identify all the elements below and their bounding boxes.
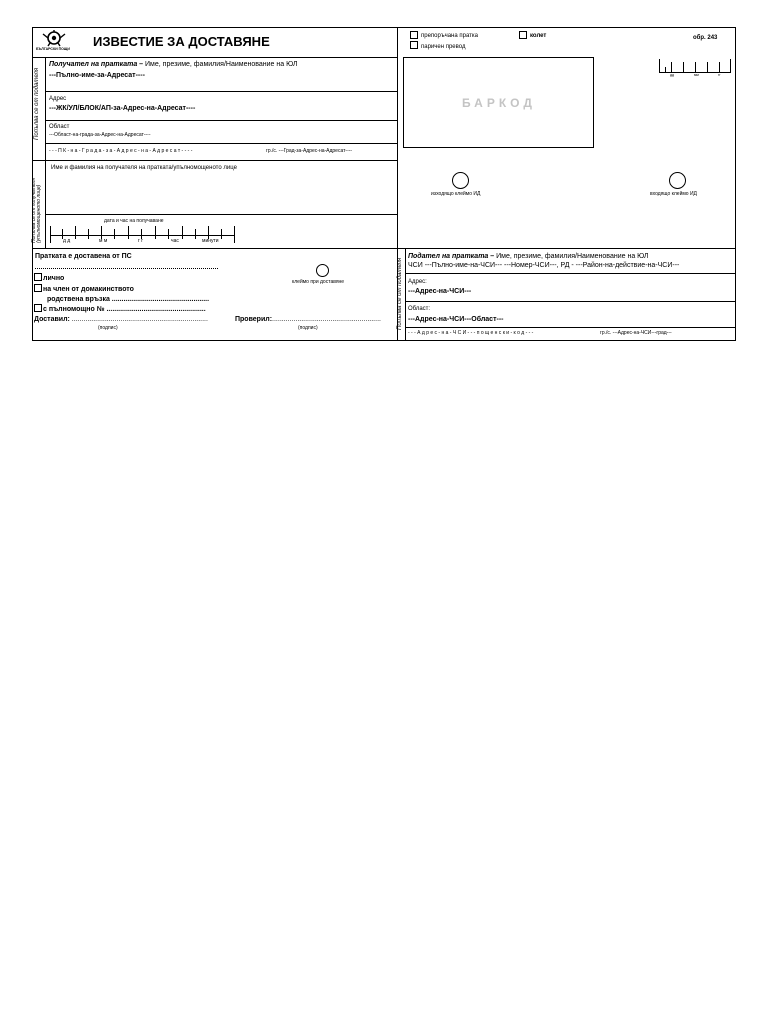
checked-by: Проверил:........................................................	[235, 316, 381, 323]
logo-text: БЪЛГАРСКИ ПОЩИ	[36, 47, 70, 51]
incoming-stamp-label: входящо клеймо ИД	[650, 191, 697, 197]
middle-divider	[32, 248, 736, 249]
date-scale-title: дата и час на получаване	[104, 218, 164, 224]
scale-dd: д д	[63, 238, 71, 244]
checked-signature: (подпис)	[298, 325, 318, 331]
outgoing-stamp-label: изходящо клеймо ИД	[431, 191, 481, 197]
family-member-label: на член от домакинството	[43, 286, 134, 293]
header-divider-left	[32, 57, 397, 58]
recipient-heading: Получател на пратката – Име, презиме, фамилия/Наименование на ЮЛ	[49, 61, 298, 68]
power-of-attorney-checkbox[interactable]	[34, 304, 42, 312]
registered-checkbox[interactable]	[410, 31, 418, 39]
parcel-checkbox[interactable]	[519, 31, 527, 39]
recipient-address: ---ЖК/УЛ/БЛОК/АП-за-Адрес-на-Адресат----	[49, 105, 196, 112]
recipient-city: гр./с. ---Град-за-Адрес-на-Адресат----	[266, 148, 353, 154]
logo	[36, 30, 72, 54]
money-order-checkbox[interactable]	[410, 41, 418, 49]
recipient-region-label: Област	[49, 124, 70, 130]
scale-gg: г г	[138, 238, 144, 244]
scale-hour: час	[171, 238, 179, 244]
delivery-stamp-label: клеймо при доставяне	[292, 279, 345, 285]
incoming-stamp-circle	[669, 172, 686, 189]
sender-region: ---Адрес-на-ЧСИ---Област---	[408, 316, 504, 323]
recipient-postcode: - - - П К - н а - Г р а д а - з а - А д р е с - н а - А д р е с а т - - - -	[49, 148, 193, 154]
barcode-label: БАРКОД	[462, 96, 536, 110]
personally-checkbox[interactable]	[34, 273, 42, 281]
scale-top-mm: мм	[694, 73, 699, 77]
delivered-by: Доставил: ......................................................................	[34, 316, 208, 323]
delivery-stamp-circle	[316, 264, 329, 277]
form-number: обр. 243	[693, 35, 718, 41]
delivered-signature: (подпис)	[98, 325, 118, 331]
recipient-region: ---Област-на-града-за-Адрес-на-Адресат----	[49, 132, 151, 138]
receiver-name-label: Име и фамилия на получателя на пратката/упълномощеното лице	[51, 165, 237, 171]
date-scale-bottom	[50, 217, 235, 247]
outgoing-stamp-circle	[452, 172, 469, 189]
recipient-side-label: Попълва се от подателя	[34, 67, 40, 140]
sender-side-label: Попълва се от подателя	[397, 257, 403, 330]
delivery-heading: Пратката е доставена от ПС	[35, 253, 132, 260]
scale-top-dd: дд	[670, 73, 675, 77]
recipient-address-label: Адрес	[49, 96, 67, 102]
scale-mm: м м	[99, 238, 108, 244]
receiver-side-label: Попълва се от получателя (упълномощеното лице)	[31, 177, 42, 243]
sender-city: гр./с. ---Адрес-на-ЧСИ---град---	[600, 330, 672, 336]
recipient-name: ---Пълно-име-за-Адресат----	[49, 72, 145, 79]
parcel-label: колет	[530, 33, 547, 39]
recipient-side-border	[45, 57, 46, 248]
sender-address-label: Адрес:	[408, 279, 427, 285]
sender-postcode: - - - А д р е с - н а - Ч С И - - - п о щ е н с к и - к о д - - -	[408, 330, 534, 336]
scale-top-gg: гг	[718, 73, 721, 77]
sender-address: ---Адрес-на-ЧСИ---	[408, 288, 472, 295]
relation-line: родствена връзка ..................................................	[47, 296, 210, 303]
family-member-checkbox[interactable]	[34, 284, 42, 292]
power-of-attorney-label: с пълномощно № ...................................................	[43, 306, 206, 313]
scale-minutes: минути	[202, 238, 219, 244]
date-scale-top	[659, 59, 731, 79]
registered-label: препоръчана пратка	[421, 33, 479, 39]
sender-name-line: ЧСИ ---Пълно-име-на-ЧСИ--- ---Номер-ЧСИ---, РД - ---Район-на-действие-на-ЧСИ---	[408, 262, 680, 269]
page-title: ИЗВЕСТИЕ ЗА ДОСТАВЯНЕ	[93, 34, 270, 49]
post-horn-icon	[36, 30, 72, 48]
recipient-sep	[32, 160, 397, 161]
money-order-label: паричен превод	[421, 44, 466, 50]
sender-region-label: Област:	[408, 306, 431, 312]
sender-heading: Подател на пратката – Име, презиме, фамилия/Наименование на ЮЛ	[408, 253, 649, 260]
personally-label: лично	[43, 275, 65, 282]
